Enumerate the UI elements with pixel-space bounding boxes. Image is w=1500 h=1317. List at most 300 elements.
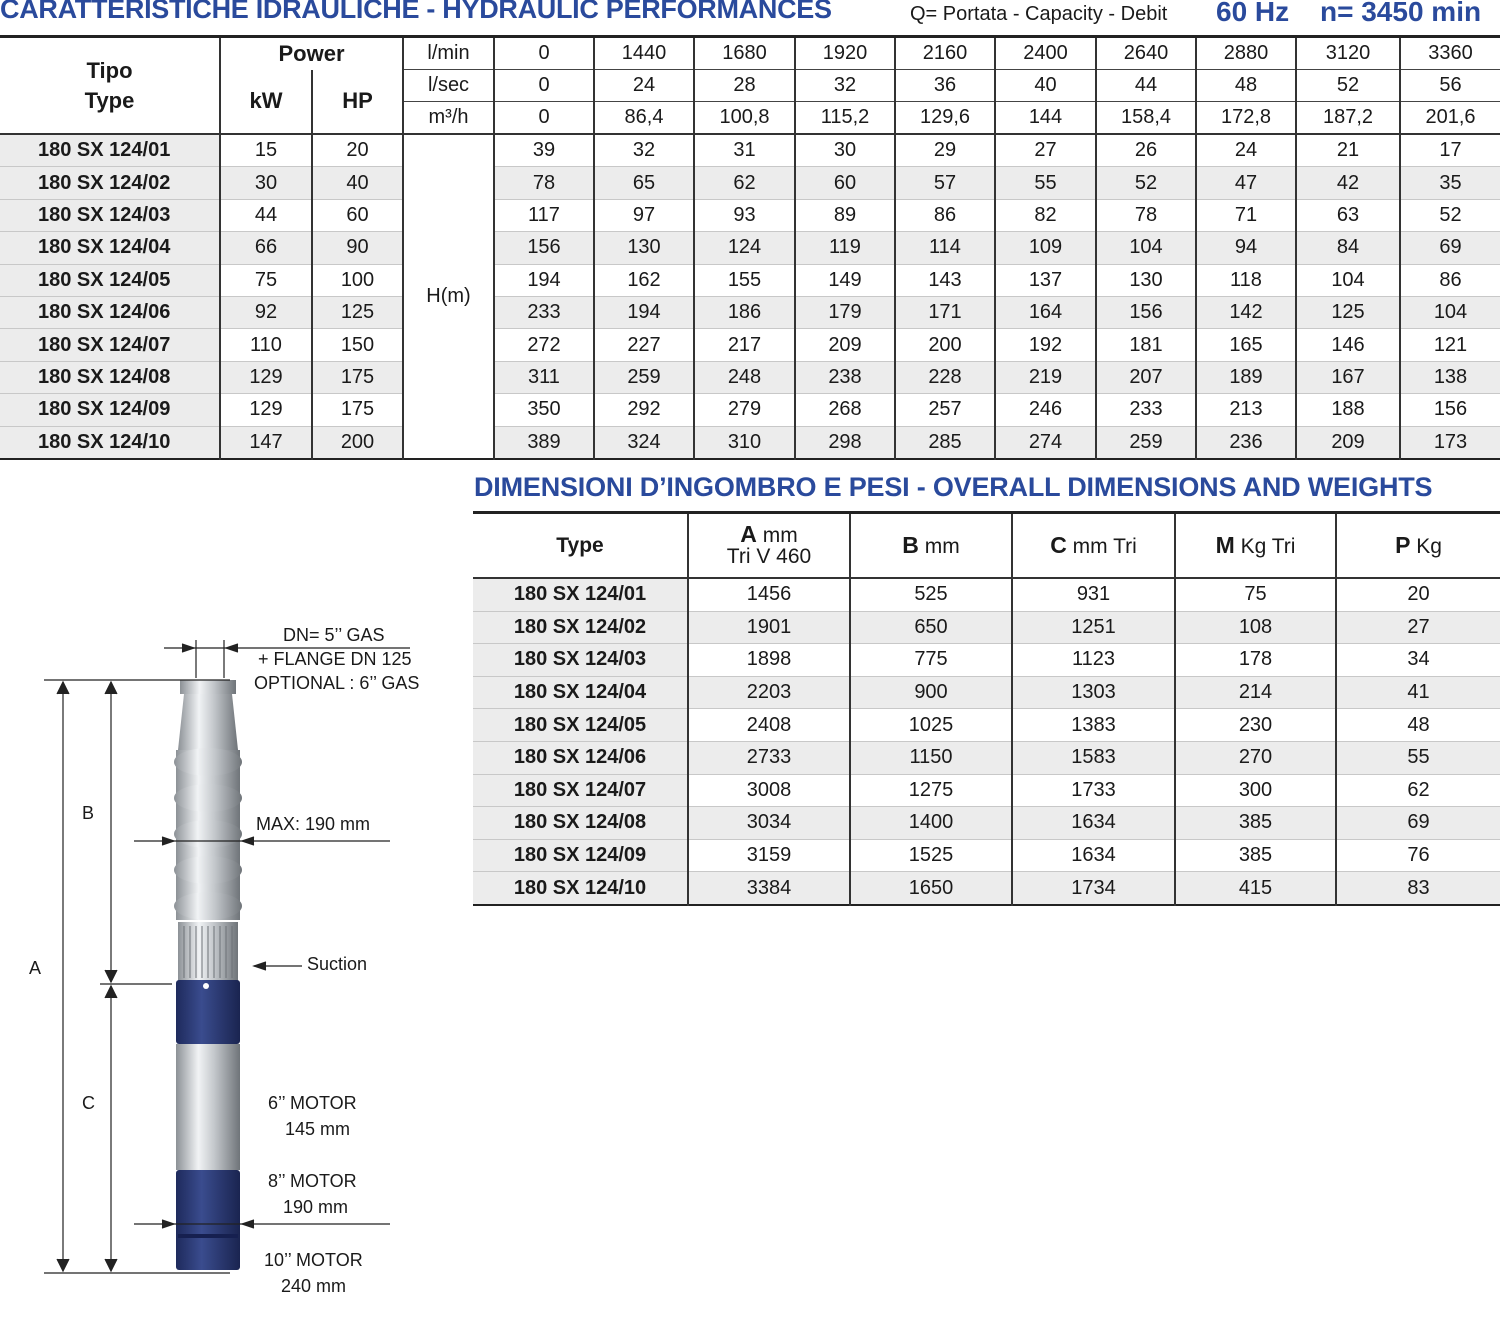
table-row [0, 134, 1500, 167]
head-cell: 272 [494, 329, 594, 361]
dim-model-cell: 180 SX 124/05 [473, 709, 688, 742]
head-cell: 52 [1096, 167, 1196, 199]
dim-b-cell: 775 [850, 644, 1012, 677]
table-row [0, 329, 1500, 361]
head-cell: 78 [1096, 199, 1196, 231]
head-cell: 167 [1296, 361, 1400, 393]
dim-type-header: Type [473, 513, 688, 579]
head-cell: 142 [1196, 296, 1296, 328]
kw-cell: 30 [220, 167, 312, 199]
model-cell: 180 SX 124/07 [0, 329, 220, 361]
dim-a-unit: mm [762, 524, 798, 547]
hp-cell: 175 [312, 394, 403, 426]
head-cell: 47 [1196, 167, 1296, 199]
dim-m-cell: 108 [1175, 611, 1336, 644]
dim-p-letter: P [1395, 531, 1411, 558]
head-cell: 29 [895, 134, 995, 167]
dim-a-letter: A [740, 521, 757, 547]
dim-c-cell: 931 [1012, 578, 1175, 611]
head-cell: 94 [1196, 232, 1296, 264]
table-row [0, 394, 1500, 426]
dim-c-letter: C [1050, 531, 1067, 558]
head-cell: 186 [694, 296, 795, 328]
dim-c-cell: 1303 [1012, 676, 1175, 709]
head-cell: 55 [995, 167, 1096, 199]
flow-header-cell: 2160 [895, 37, 995, 70]
head-cell: 71 [1196, 199, 1296, 231]
head-cell: 119 [795, 232, 895, 264]
head-cell: 209 [1296, 426, 1400, 459]
motor10-label-1: 10’’ MOTOR [264, 1250, 363, 1270]
dim-p-cell: 41 [1336, 676, 1500, 709]
dim-c-cell: 1251 [1012, 611, 1175, 644]
dim-p-cell: 83 [1336, 872, 1500, 905]
dim-a-cell: 2203 [688, 676, 850, 709]
dim-a-label: A [29, 958, 42, 978]
model-cell: 180 SX 124/01 [0, 134, 220, 167]
head-cell: 194 [494, 264, 594, 296]
head-cell: 60 [795, 167, 895, 199]
head-cell: 171 [895, 296, 995, 328]
flow-header-cell: 44 [1096, 70, 1196, 102]
dim-c-cell: 1634 [1012, 839, 1175, 872]
hp-cell: 200 [312, 426, 403, 459]
head-cell: 137 [995, 264, 1096, 296]
dim-model-cell: 180 SX 124/09 [473, 839, 688, 872]
head-cell: 24 [1196, 134, 1296, 167]
dim-model-cell: 180 SX 124/08 [473, 807, 688, 840]
head-cell: 149 [795, 264, 895, 296]
suction-label: Suction [307, 954, 368, 974]
dn-label-1: DN= 5’’ GAS [283, 625, 385, 645]
dim-b-cell: 1275 [850, 774, 1012, 807]
dim-model-cell: 180 SX 124/10 [473, 872, 688, 905]
dim-c-cell: 1123 [1012, 644, 1175, 677]
pump-stage-3 [174, 820, 242, 848]
flow-header-cell: 52 [1296, 70, 1400, 102]
dim-a-cell: 3384 [688, 872, 850, 905]
table-row [0, 296, 1500, 328]
dim-model-cell: 180 SX 124/04 [473, 676, 688, 709]
motor-band [178, 1234, 238, 1238]
motor6-label-2: 145 mm [285, 1119, 351, 1139]
hp-cell: 90 [312, 232, 403, 264]
head-cell: 26 [1096, 134, 1196, 167]
head-cell: 146 [1296, 329, 1400, 361]
flow-header-cell: 56 [1400, 70, 1500, 102]
dim-a-cell: 1898 [688, 644, 850, 677]
dim-m-cell: 385 [1175, 807, 1336, 840]
hp-cell: 40 [312, 167, 403, 199]
head-cell: 233 [494, 296, 594, 328]
head-cell: 82 [995, 199, 1096, 231]
pump-outlet [180, 680, 236, 694]
dim-a-cell: 3159 [688, 839, 850, 872]
model-cell: 180 SX 124/06 [0, 296, 220, 328]
model-cell: 180 SX 124/10 [0, 426, 220, 459]
dim-b-cell: 650 [850, 611, 1012, 644]
hp-header: HP [312, 70, 403, 135]
head-cell: 274 [995, 426, 1096, 459]
head-cell: 32 [594, 134, 694, 167]
motor8-label-1: 8’’ MOTOR [268, 1171, 357, 1191]
head-cell: 292 [594, 394, 694, 426]
head-cell: 86 [1400, 264, 1500, 296]
model-cell: 180 SX 124/03 [0, 199, 220, 231]
head-cell: 143 [895, 264, 995, 296]
table-row [0, 426, 1500, 459]
dim-c-header [1012, 513, 1175, 579]
kw-cell: 129 [220, 361, 312, 393]
dim-m-cell: 178 [1175, 644, 1336, 677]
dim-a-header [688, 513, 850, 579]
dim-a-cell: 2733 [688, 741, 850, 774]
dim-p-cell: 69 [1336, 807, 1500, 840]
head-cell: 104 [1400, 296, 1500, 328]
table-row [473, 839, 1500, 872]
table-row [473, 774, 1500, 807]
head-cell: 350 [494, 394, 594, 426]
unit-lsec: l/sec [403, 70, 494, 102]
flow-header-cell: 32 [795, 70, 895, 102]
kw-cell: 75 [220, 264, 312, 296]
head-cell: 121 [1400, 329, 1500, 361]
head-cell: 209 [795, 329, 895, 361]
hp-cell: 20 [312, 134, 403, 167]
flow-header-cell: 40 [995, 70, 1096, 102]
head-cell: 65 [594, 167, 694, 199]
dim-b-unit: mm [924, 534, 960, 558]
dim-m-cell: 385 [1175, 839, 1336, 872]
speed-label: n= 3450 min [1320, 0, 1482, 27]
table-row [473, 709, 1500, 742]
head-cell: 207 [1096, 361, 1196, 393]
table-row [473, 807, 1500, 840]
table-row [0, 167, 1500, 199]
head-cell: 192 [995, 329, 1096, 361]
head-cell: 27 [995, 134, 1096, 167]
head-cell: 164 [995, 296, 1096, 328]
pump-neck [178, 694, 238, 750]
head-cell: 89 [795, 199, 895, 231]
head-cell: 194 [594, 296, 694, 328]
flow-header-cell: 3360 [1400, 37, 1500, 70]
head-cell: 117 [494, 199, 594, 231]
motor-sleeve [176, 1044, 240, 1170]
unit-lmin: l/min [403, 37, 494, 70]
dim-m-cell: 300 [1175, 774, 1336, 807]
head-cell: 21 [1296, 134, 1400, 167]
head-cell: 219 [995, 361, 1096, 393]
dim-c-cell: 1734 [1012, 872, 1175, 905]
head-cell: 69 [1400, 232, 1500, 264]
head-cell: 179 [795, 296, 895, 328]
head-cell: 130 [594, 232, 694, 264]
dim-m-header [1175, 513, 1336, 579]
flow-header-cell: 3120 [1296, 37, 1400, 70]
flow-header-cell: 0 [494, 37, 594, 70]
unit-m3h: m³/h [403, 102, 494, 135]
pump-stage-5 [174, 892, 242, 920]
head-cell: 173 [1400, 426, 1500, 459]
head-cell: 259 [1096, 426, 1196, 459]
kw-cell: 66 [220, 232, 312, 264]
flow-header-cell: 129,6 [895, 102, 995, 135]
head-cell: 162 [594, 264, 694, 296]
dim-c-cell: 1634 [1012, 807, 1175, 840]
dim-m-cell: 214 [1175, 676, 1336, 709]
head-cell: 104 [1296, 264, 1400, 296]
motor6-label-1: 6’’ MOTOR [268, 1093, 357, 1113]
motor-body [176, 980, 240, 1270]
table-row [473, 741, 1500, 774]
head-cell: 236 [1196, 426, 1296, 459]
kw-cell: 147 [220, 426, 312, 459]
flow-header-cell: 115,2 [795, 102, 895, 135]
hydraulic-table [0, 35, 1500, 460]
model-cell: 180 SX 124/04 [0, 232, 220, 264]
head-cell: 213 [1196, 394, 1296, 426]
head-cell: 156 [1400, 394, 1500, 426]
dim-b-cell: 1650 [850, 872, 1012, 905]
table-row [473, 578, 1500, 611]
dim-a-cell: 2408 [688, 709, 850, 742]
head-cell: 233 [1096, 394, 1196, 426]
type-header-it: Tipo [86, 57, 133, 83]
dim-b-label: B [82, 803, 95, 823]
dim-p-cell: 55 [1336, 741, 1500, 774]
head-cell: 310 [694, 426, 795, 459]
head-cell: 39 [494, 134, 594, 167]
flow-label: Q= Portata - Capacity - Debit [910, 3, 1168, 25]
head-cell: 97 [594, 199, 694, 231]
table-row [473, 872, 1500, 905]
head-cell: 257 [895, 394, 995, 426]
head-cell: 63 [1296, 199, 1400, 231]
table-row [473, 676, 1500, 709]
flow-header-cell: 86,4 [594, 102, 694, 135]
dim-c-cell: 1383 [1012, 709, 1175, 742]
kw-cell: 110 [220, 329, 312, 361]
motor-top [176, 980, 240, 1044]
flow-header-cell: 144 [995, 102, 1096, 135]
model-cell: 180 SX 124/02 [0, 167, 220, 199]
dim-m-unit: Kg Tri [1240, 534, 1296, 558]
hp-cell: 125 [312, 296, 403, 328]
head-cell: 238 [795, 361, 895, 393]
head-label: H(m) [403, 134, 494, 459]
dim-model-cell: 180 SX 124/02 [473, 611, 688, 644]
pump-body [174, 680, 242, 982]
dim-p-cell: 27 [1336, 611, 1500, 644]
table-row [473, 611, 1500, 644]
dim-b-cell: 525 [850, 578, 1012, 611]
head-cell: 268 [795, 394, 895, 426]
head-cell: 130 [1096, 264, 1196, 296]
dim-p-unit: Kg [1416, 534, 1442, 558]
kw-cell: 129 [220, 394, 312, 426]
type-header-en: Type [84, 87, 135, 113]
dim-c-unit: mm Tri [1072, 534, 1137, 558]
flow-header-cell: 187,2 [1296, 102, 1400, 135]
model-cell: 180 SX 124/09 [0, 394, 220, 426]
motor10-label-2: 240 mm [281, 1276, 347, 1296]
hp-cell: 150 [312, 329, 403, 361]
dim-p-cell: 76 [1336, 839, 1500, 872]
head-cell: 30 [795, 134, 895, 167]
flow-header-cell: 2400 [995, 37, 1096, 70]
pump-stage-2 [174, 784, 242, 812]
head-cell: 165 [1196, 329, 1296, 361]
model-cell: 180 SX 124/08 [0, 361, 220, 393]
hp-cell: 100 [312, 264, 403, 296]
dim-model-cell: 180 SX 124/03 [473, 644, 688, 677]
flow-header-cell: 48 [1196, 70, 1296, 102]
dim-p-cell: 48 [1336, 709, 1500, 742]
dim-c-label: C [82, 1093, 95, 1113]
dn-label-2: + FLANGE DN 125 [258, 649, 412, 669]
flow-header-cell: 36 [895, 70, 995, 102]
flow-header-cell: 1920 [795, 37, 895, 70]
dim-m-cell: 415 [1175, 872, 1336, 905]
pump-stage-1 [174, 748, 242, 776]
dim-model-cell: 180 SX 124/07 [473, 774, 688, 807]
flow-header-cell: 0 [494, 102, 594, 135]
dim-model-cell: 180 SX 124/06 [473, 741, 688, 774]
hp-cell: 175 [312, 361, 403, 393]
dim-b-cell: 1025 [850, 709, 1012, 742]
head-cell: 156 [494, 232, 594, 264]
flow-header-cell: 172,8 [1196, 102, 1296, 135]
head-cell: 114 [895, 232, 995, 264]
dim-a-cell: 3008 [688, 774, 850, 807]
head-cell: 200 [895, 329, 995, 361]
head-cell: 62 [694, 167, 795, 199]
head-cell: 228 [895, 361, 995, 393]
dim-model-cell: 180 SX 124/01 [473, 578, 688, 611]
head-cell: 389 [494, 426, 594, 459]
motor-bottom [176, 1170, 240, 1270]
dim-b-letter: B [902, 531, 919, 558]
flow-header-cell: 201,6 [1400, 102, 1500, 135]
motor8-label-2: 190 mm [283, 1197, 349, 1217]
head-cell: 86 [895, 199, 995, 231]
kw-cell: 44 [220, 199, 312, 231]
pump-stage-4 [174, 856, 242, 884]
flow-header-cell: 28 [694, 70, 795, 102]
head-cell: 125 [1296, 296, 1400, 328]
head-cell: 189 [1196, 361, 1296, 393]
dim-c-cell: 1733 [1012, 774, 1175, 807]
pump-drawing [0, 600, 460, 1317]
head-cell: 227 [594, 329, 694, 361]
dim-p-cell: 34 [1336, 644, 1500, 677]
head-cell: 248 [694, 361, 795, 393]
kw-cell: 92 [220, 296, 312, 328]
head-cell: 17 [1400, 134, 1500, 167]
dim-m-cell: 230 [1175, 709, 1336, 742]
flow-header-cell: 158,4 [1096, 102, 1196, 135]
head-cell: 298 [795, 426, 895, 459]
frequency-label: 60 Hz [1216, 0, 1290, 27]
head-cell: 155 [694, 264, 795, 296]
head-cell: 118 [1196, 264, 1296, 296]
kw-cell: 15 [220, 134, 312, 167]
dim-a-cell: 3034 [688, 807, 850, 840]
dim-b-cell: 1525 [850, 839, 1012, 872]
head-cell: 57 [895, 167, 995, 199]
dim-b-header [850, 513, 1012, 579]
dim-a-cell: 1456 [688, 578, 850, 611]
model-cell: 180 SX 124/05 [0, 264, 220, 296]
flow-header-cell: 24 [594, 70, 694, 102]
head-cell: 84 [1296, 232, 1400, 264]
dim-m-letter: M [1215, 531, 1235, 558]
dimensions-table [473, 511, 1500, 906]
dim-m-cell: 270 [1175, 741, 1336, 774]
table-row [0, 199, 1500, 231]
head-cell: 138 [1400, 361, 1500, 393]
dim-b-cell: 900 [850, 676, 1012, 709]
head-cell: 285 [895, 426, 995, 459]
table-row [0, 361, 1500, 393]
head-cell: 42 [1296, 167, 1400, 199]
head-cell: 217 [694, 329, 795, 361]
dim-a-cell: 1901 [688, 611, 850, 644]
dimensions-title: DIMENSIONI D’INGOMBRO E PESI - OVERALL DIMENSIONS AND WEIGHTS [474, 472, 1433, 502]
head-cell: 279 [694, 394, 795, 426]
flow-header-cell: 1680 [694, 37, 795, 70]
head-cell: 188 [1296, 394, 1400, 426]
head-cell: 181 [1096, 329, 1196, 361]
dim-p-header [1336, 513, 1500, 579]
head-cell: 104 [1096, 232, 1196, 264]
dim-b-cell: 1400 [850, 807, 1012, 840]
table-row [0, 264, 1500, 296]
head-cell: 246 [995, 394, 1096, 426]
flow-header-cell: 2880 [1196, 37, 1296, 70]
dim-p-cell: 62 [1336, 774, 1500, 807]
table-row [0, 232, 1500, 264]
motor-dot [203, 983, 209, 989]
head-cell: 35 [1400, 167, 1500, 199]
head-cell: 93 [694, 199, 795, 231]
flow-header-cell: 1440 [594, 37, 694, 70]
head-cell: 78 [494, 167, 594, 199]
hp-cell: 60 [312, 199, 403, 231]
head-cell: 259 [594, 361, 694, 393]
kw-header: kW [220, 70, 312, 135]
head-cell: 31 [694, 134, 795, 167]
dim-b-cell: 1150 [850, 741, 1012, 774]
flow-header-cell: 100,8 [694, 102, 795, 135]
dim-m-cell: 75 [1175, 578, 1336, 611]
dim-c-cell: 1583 [1012, 741, 1175, 774]
dim-p-cell: 20 [1336, 578, 1500, 611]
flow-header-cell: 2640 [1096, 37, 1196, 70]
dim-a-sub: Tri V 460 [726, 545, 812, 568]
power-header: Power [220, 37, 403, 70]
head-cell: 324 [594, 426, 694, 459]
type-header [0, 37, 220, 135]
head-cell: 124 [694, 232, 795, 264]
table-row [473, 644, 1500, 677]
head-cell: 311 [494, 361, 594, 393]
max-diameter-label: MAX: 190 mm [256, 814, 371, 834]
flow-header-cell: 0 [494, 70, 594, 102]
hydraulic-title: CARATTERISTICHE IDRAULICHE - HYDRAULIC PERFORMANCES [0, 0, 832, 24]
head-cell: 156 [1096, 296, 1196, 328]
